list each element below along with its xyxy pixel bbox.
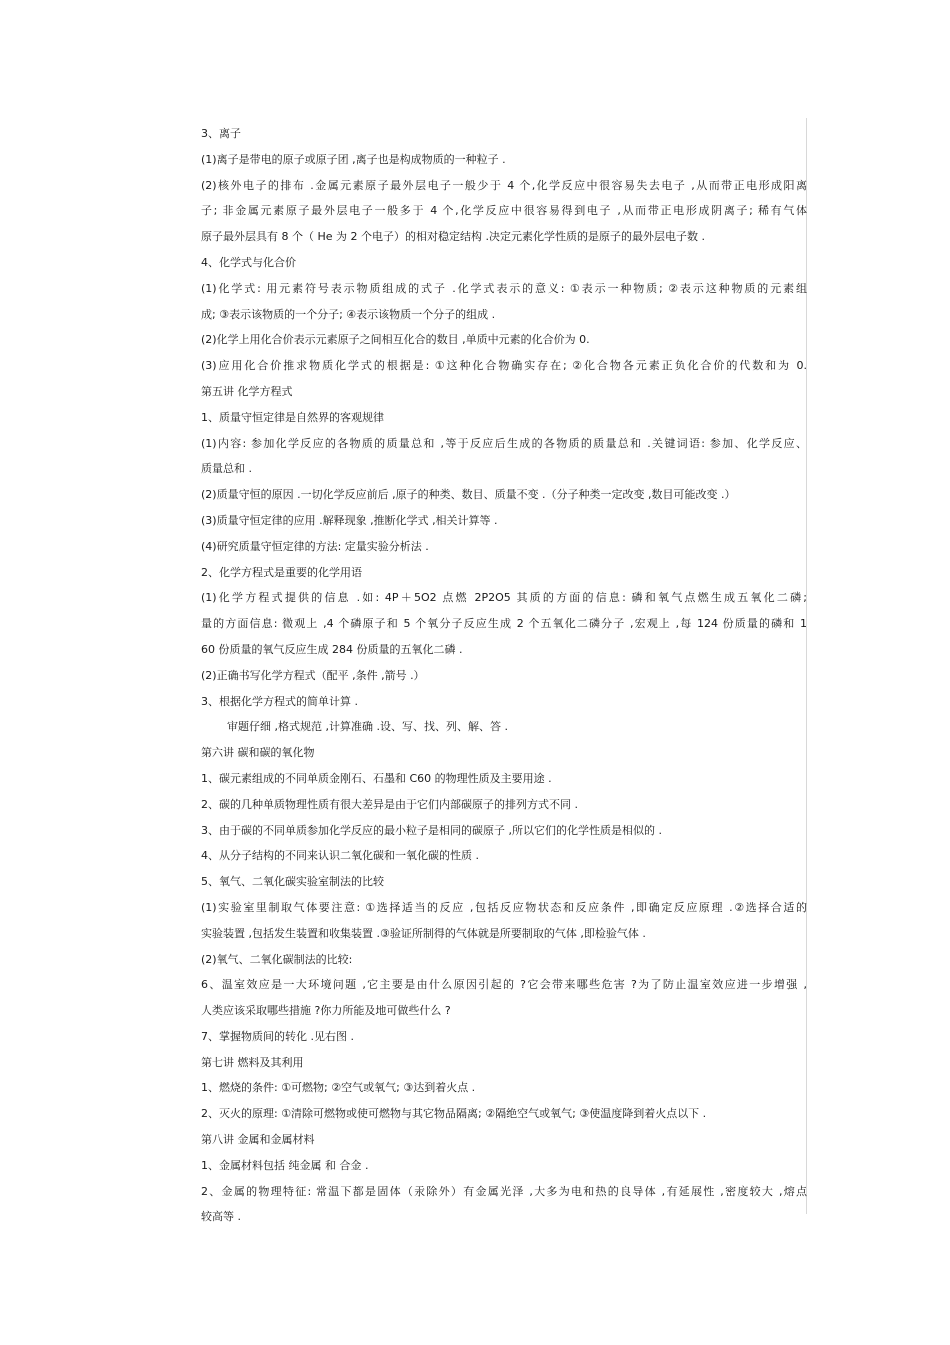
paragraph-line: 6、温室效应是一大环境问题 ,它主要是由什么原因引起的 ?它会带来哪些危害 ?为了防止温室效应进一步增强 , — [201, 978, 807, 992]
paragraph-line: 质量总和 . — [201, 462, 252, 476]
paragraph-line: 1、金属材料包括 纯金属 和 合金 . — [201, 1158, 369, 1172]
paragraph-line: (1)离子是带电的原子或原子团 ,离子也是构成物质的一种粒子 . — [201, 152, 506, 166]
paragraph-line: (2)氧气、二氧化碳制法的比较: — [201, 952, 353, 966]
paragraph-line: 实验装置 ,包括发生装置和收集装置 .③验证所制得的气体就是所要制取的气体 ,即检验气体 . — [201, 926, 646, 940]
paragraph-line: 4、从分子结构的不同来认识二氧化碳和一氧化碳的性质 . — [201, 849, 479, 863]
paragraph-line: 子; 非金属元素原子最外层电子一般多于 4 个,化学反应中很容易得到电子 ,从而带正电形成阴离子; 稀有气体 — [201, 204, 807, 218]
paragraph-line: 审题仔细 ,格式规范 ,计算准确 .设、写、找、列、解、答 . — [227, 720, 508, 734]
lecture-heading-7: 第七讲 燃料及其利用 — [201, 1055, 304, 1069]
paragraph-line: 2、灭火的原理: ①清除可燃物或使可燃物与其它物品隔离; ②隔绝空气或氧气; ③使温度降到着火点以下 . — [201, 1107, 707, 1121]
paragraph-line: 1、燃烧的条件: ①可燃物; ②空气或氧气; ③达到着火点 . — [201, 1081, 476, 1095]
lecture-heading-8: 第八讲 金属和金属材料 — [201, 1133, 315, 1147]
document-body — [201, 121, 807, 1230]
lecture-heading-6: 第六讲 碳和碳的氧化物 — [201, 746, 315, 760]
paragraph-line: 较高等 . — [201, 1210, 241, 1224]
heading-mass-conservation: 1、质量守恒定律是自然界的客观规律 — [201, 410, 384, 424]
paragraph-line: (1)内容: 参加化学反应的各物质的质量总和 ,等于反应后生成的各物质的质量总和 .关键词语: 参加、化学反应、 — [201, 436, 807, 450]
paragraph-line: 成; ③表示该物质的一个分子; ④表示该物质一个分子的组成 . — [201, 307, 496, 321]
paragraph-line: 原子最外层具有 8 个（ He 为 2 个电子）的相对稳定结构 .决定元素化学性质的是原子的最外层电子数 . — [201, 230, 705, 244]
paragraph-line: (2)质量守恒的原因 .一切化学反应前后 ,原子的种类、数目、质量不变 .（分子种类一定改变 ,数目可能改变 .） — [201, 488, 736, 502]
paragraph-line: 60 份质量的氧气反应生成 284 份质量的五氧化二磷 . — [201, 642, 463, 656]
paragraph-line: (1)化学式: 用元素符号表示物质组成的式子 .化学式表示的意义: ①表示一种物质; ②表示这种物质的元素组 — [201, 281, 807, 295]
heading-chemical-equation: 2、化学方程式是重要的化学用语 — [201, 565, 362, 579]
paragraph-line: 3、由于碳的不同单质参加化学反应的最小粒子是相同的碳原子 ,所以它们的化学性质是相似的 . — [201, 823, 662, 837]
heading-ions: 3、离子 — [201, 127, 241, 140]
paragraph-line: (2)核外电子的排布 .金属元素原子最外层电子一般少于 4 个,化学反应中很容易失去电子 ,从而带正电形成阳离 — [201, 178, 807, 192]
paragraph-line: 2、碳的几种单质物理性质有很大差异是由于它们内部碳原子的排列方式不同 . — [201, 797, 578, 811]
paragraph-line: (1)化学方程式提供的信息 .如: 4P＋5O2 点燃 2P2O5 其质的方面的信息: 磷和氧气点燃生成五氧化二磷; — [201, 591, 807, 605]
paragraph-line: (2)正确书写化学方程式（配平 ,条件 ,箭号 .） — [201, 668, 425, 682]
paragraph-line: (3)质量守恒定律的应用 .解释现象 ,推断化学式 ,相关计算等 . — [201, 513, 498, 527]
heading-formula-valence: 4、化学式与化合价 — [201, 255, 296, 269]
paragraph-line: (3)应用化合价推求物质化学式的根据是: ①这种化合物确实存在; ②化合物各元素正负化合价的代数和为 0. — [201, 359, 807, 373]
paragraph-line: (4)研究质量守恒定律的方法: 定量实验分析法 . — [201, 539, 429, 553]
lecture-heading-5: 第五讲 化学方程式 — [201, 384, 293, 398]
paragraph-line: 2、金属的物理特征: 常温下都是固体（汞除外）有金属光泽 ,大多为电和热的良导体 ,有延展性 ,密度较大 ,熔点 — [201, 1184, 807, 1198]
paragraph-line: 7、掌握物质间的转化 .见右图 . — [201, 1029, 354, 1043]
paragraph-line: (1)实验室里制取气体要注意: ①选择适当的反应 ,包括反应物状态和反应条件 ,即确定反应原理 .②选择合适的 — [201, 900, 807, 914]
paragraph-line: 人类应该采取哪些措施 ?你力所能及地可做些什么 ? — [201, 1004, 451, 1018]
paragraph-line: (2)化学上用化合价表示元素原子之间相互化合的数目 ,单质中元素的化合价为 0. — [201, 333, 590, 347]
paragraph-line: 量的方面信息: 微观上 ,4 个磷原子和 5 个氧分子反应生成 2 个五氧化二磷分子 ,宏观上 ,每 124 份质量的磷和 1 — [201, 617, 807, 631]
heading-simple-calculation: 3、根据化学方程式的简单计算 . — [201, 694, 358, 708]
paragraph-line: 1、碳元素组成的不同单质金刚石、石墨和 C60 的物理性质及主要用途 . — [201, 771, 552, 785]
heading-lab-preparation: 5、氧气、二氧化碳实验室制法的比较 — [201, 875, 384, 889]
